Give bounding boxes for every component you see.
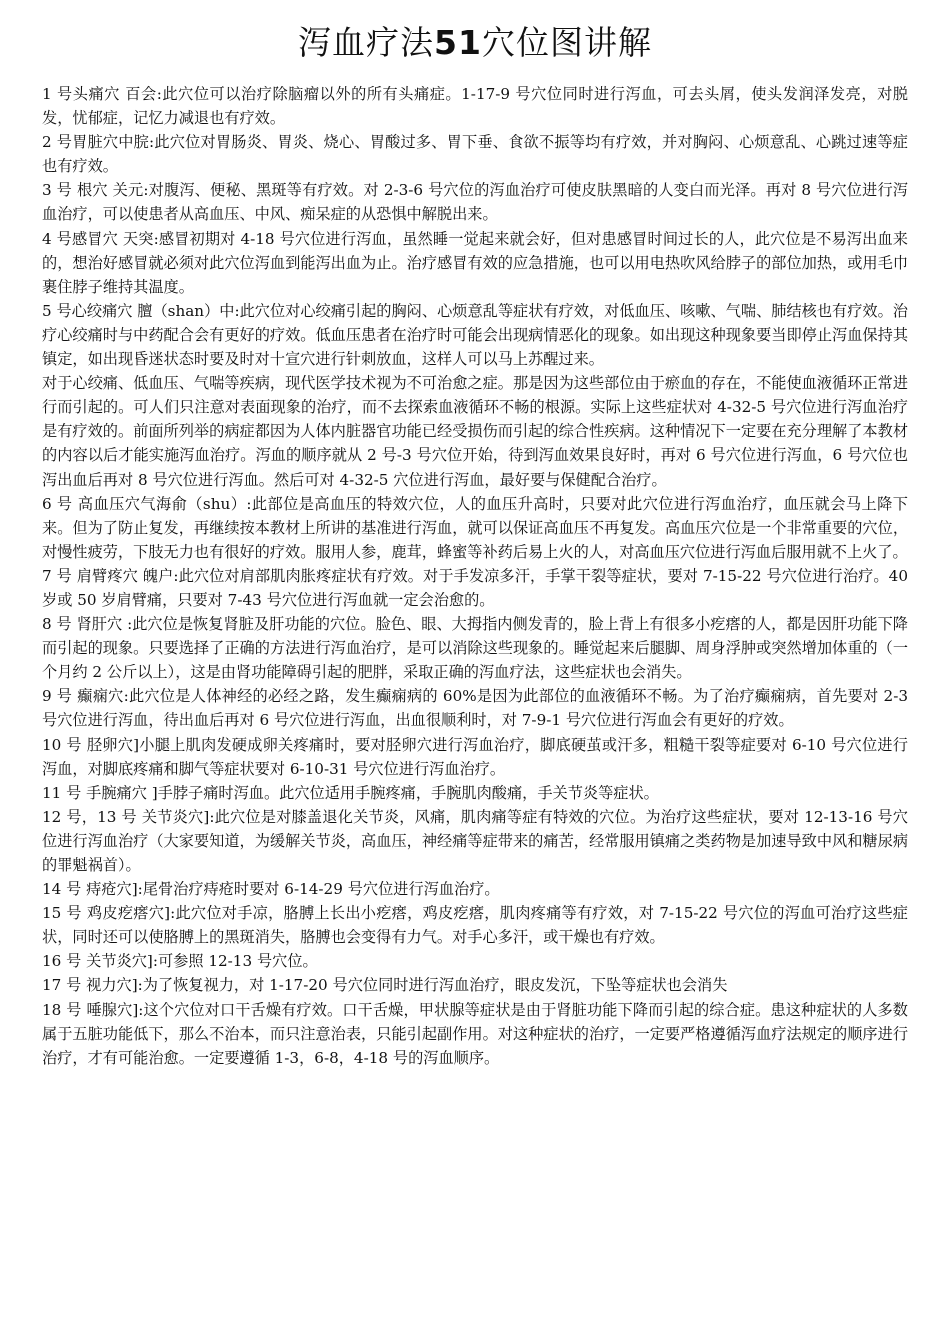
paragraph-18-tuoxian: 18 号 唾腺穴]:这个穴位对口干舌燥有疗效。口干舌燥，甲状腺等症状是由于肾脏功能下降而引起的综合症。患这种症状的人多数属于五脏功能低下，那么不治本，而只注意治表，只能引起副作用。对这种症状的治疗，一定要严格遵循泻血疗法规定的顺序进行治疗，才有可能治愈。一定要遵循 1-3，6-8，4-18 号的泻血顺序。	[42, 1000, 908, 1067]
paragraph-14-zhichuang: 14 号 痔疮穴]:尾骨治疗痔疮时要对 6-14-29 号穴位进行泻血治疗。	[42, 880, 500, 899]
paragraph-3-guanyuan: 3 号 根穴 关元:对腹泻、便秘、黑斑等有疗效。对 2-3-6 号穴位的泻血治疗可使皮肤黑暗的人变白而光泽。再对 8 号穴位进行泻血治疗，可以使患者从高血压、中风、痴呆症的从恐惧中解脱出来。	[42, 181, 908, 224]
paragraph-11-shouwan: 11 号 手腕痛穴 ]手脖子痛时泻血。此穴位适用手腕疼痛，手腕肌肉酸痛，手关节炎等症状。	[42, 783, 659, 802]
title-prefix: 泻血疗法	[298, 23, 435, 62]
paragraph-9-dianxian: 9 号 癫痫穴:此穴位是人体神经的必经之路，发生癫痫病的 60%是因为此部位的血液循环不畅。为了治疗癫痫病，首先要对 2-3 号穴位进行泻血，待出血后再对 6 号穴位进行泻血，出血很顺利时，对 7-9-1 号穴位进行泻血会有更好的疗效。	[42, 687, 908, 730]
document-title	[42, 18, 908, 68]
paragraph-4-tiantu: 4 号感冒穴 天突:感冒初期对 4-18 号穴位进行泻血，虽然睡一觉起来就会好，但对患感冒时间过长的人，此穴位是不易泻出血来的，想治好感冒就必须对此穴位泻血到能泻出血为止。治疗感冒有效的应急措施，也可以用电热吹风给脖子的部位加热，或用毛巾裹住脖子维持其温度。	[42, 229, 908, 296]
paragraph-5-discussion: 对于心绞痛、低血压、气喘等疾病，现代医学技术视为不可治愈之症。那是因为这些部位由于瘀血的存在，不能使血液循环正常进行而引起的。可人们只注意对表面现象的治疗，而不去探索血液循环不畅的根源。实际上这些症状对 4-32-5 号穴位进行泻血治疗是有疗效的。前面所列举的病症都因为人体内脏器官功能已经受损伤而引起的综合性疾病。这种情况下一定要在充分理解了本教材的内容以后才能实施泻血治疗。泻血的顺序就从 2 号-3 号穴位开始，待到泻血效果良好时，再对 6 号穴位进行泻血，6 号穴位也泻出血后再对 8 号穴位进行泻血。然后可对 4-32-5 穴位进行泻血，最好要与保健配合治疗。	[42, 374, 908, 489]
paragraph-2-zhongwan: 2 号胃脏穴中脘:此穴位对胃肠炎、胃炎、烧心、胃酸过多、胃下垂、食欲不振等均有疗效，并对胸闷、心烦意乱、心跳过速等症也有疗效。	[42, 133, 908, 176]
title-suffix: 穴位图讲解	[481, 23, 652, 62]
paragraph-6-qihaishu: 6 号 高血压穴气海俞（shu）:此部位是高血压的特效穴位，人的血压升高时，只要对此穴位进行泻血治疗，血压就会马上降下来。但为了防止复发，再继续按本教材上所讲的基准进行泻血，就可以保证高血压不再复发。高血压穴位是一个非常重要的穴位，对慢性疲劳，下肢无力也有很好的疗效。服用人参，鹿茸，蜂蜜等补药后易上火的人，对高血压穴位进行泻血后服用就不上火了。	[42, 494, 908, 561]
paragraph-15-jipi: 15 号 鸡皮疙瘩穴]:此穴位对手凉，胳膊上长出小疙瘩，鸡皮疙瘩，肌肉疼痛等有疗效，对 7-15-22 号穴位的泻血可治疗这些症状，同时还可以使胳膊上的黑斑消失，胳膊也会变得有力气。对手心多汗，或干燥也有疗效。	[42, 904, 908, 947]
paragraph-17-shili: 17 号 视力穴]:为了恢复视力，对 1-17-20 号穴位同时进行泻血治疗，眼皮发沉，下坠等症状也会消失	[42, 976, 728, 995]
title-number: 51	[434, 23, 482, 62]
paragraph-12-13-guanjie: 12 号，13 号 关节炎穴]:此穴位是对膝盖退化关节炎，风痛，肌肉痛等症有特效的穴位。为治疗这些症状，要对 12-13-16 号穴位进行泻血治疗（大家要知道，为缓解关节炎，高血压，神经痛等症带来的痛苦，经常服用镇痛之类药物是加速导致中风和糖尿病的罪魁祸首）。	[42, 807, 908, 874]
paragraph-8-shengan: 8 号 肾肝穴 :此穴位是恢复肾脏及肝功能的穴位。脸色、眼、大拇指内侧发青的，脸上背上有很多小疙瘩的人，都是因肝功能下降而引起的现象。只要选择了正确的方法进行泻血治疗，是可以消除这些现象的。睡觉起来后腿脚、周身浮肿或突然增加体重的（一个月约 2 公斤以上），这是由肾功能障碍引起的肥胖，采取正确的泻血疗法，这些症状也会消失。	[42, 615, 908, 682]
paragraph-7-pohu: 7 号 肩臂疼穴 魄户:此穴位对肩部肌肉胀疼症状有疗效。对于手发凉多汗，手掌干裂等症状，要对 7-15-22 号穴位进行治疗。40 岁或 50 岁肩臂痛，只要对 7-43 号穴位进行泻血就一定会治愈的。	[42, 566, 908, 609]
document-body	[42, 82, 908, 1070]
paragraph-5-danzhong: 5 号心绞痛穴 膻（shan）中:此穴位对心绞痛引起的胸闷、心烦意乱等症状有疗效，对低血压、咳嗽、气喘、肺结核也有疗效。治疗心绞痛时与中药配合会有更好的疗效。低血压患者在治疗时可能会出现病情恶化的现象。如出现这种现象要当即停止泻血保持其镇定，如出现昏迷状态时要及时对十宣穴进行针刺放血，这样人可以马上苏醒过来。	[42, 301, 908, 369]
document-page	[42, 18, 908, 1070]
paragraph-1-baihui: 1 号头痛穴 百会:此穴位可以治疗除脑瘤以外的所有头痛症。1-17-9 号穴位同时进行泻血，可去头屑，使头发润泽发亮，对脱发，忧郁症，记忆力减退也有疗效。	[42, 85, 908, 128]
paragraph-10-jingluan: 10 号 胫卵穴]小腿上肌肉发硬成卵关疼痛时，要对胫卵穴进行泻血治疗，脚底硬茧或汗多，粗糙干裂等症要对 6-10 号穴位进行泻血，对脚底疼痛和脚气等症状要对 6-10-31 号穴位进行泻血治疗。	[42, 735, 908, 778]
paragraph-16-guanjie: 16 号 关节炎穴]:可参照 12-13 号穴位。	[42, 952, 318, 971]
